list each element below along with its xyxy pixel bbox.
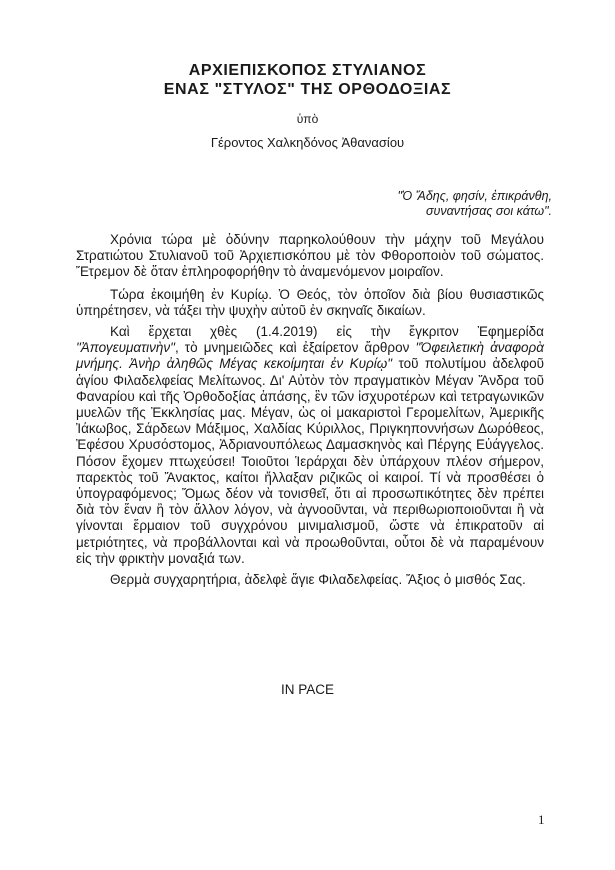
epigraph: [232, 189, 552, 219]
epigraph-line-2: συναντήσας σοι κάτω".: [426, 204, 552, 218]
epigraph-line-1: "Ὁ Ἅδης, φησίν, ἐπικράνθη,: [397, 189, 552, 203]
article-title: "Ὀφειλετικὴ ἀναφορὰ μνήμης. Ἀνὴρ ἀληθῶς Μέγας κεκοίμηται ἐν Κυρίῳ": [76, 340, 544, 372]
newspaper-name: "Ἀπογευματινὴν": [76, 340, 175, 356]
paragraph-2: Τώρα ἐκοιμήθη ἐν Κυρίῳ. Ὁ Θεός, τὸν ὁποῖον διὰ βίου θυσιαστικῶς ὑπηρέτησεν, νὰ τάξει τὴν ψυχὴν αὐτοῦ ἐν σκηναῖς δικαίων.: [76, 286, 544, 318]
paragraph-3-text-c: τοῦ πολυτίμου ἀδελφοῦ ἁγίου Φιλαδελφείας Μελίτωνος. Δι' Αὐτὸν τὸν πραγματικὸν Μέγαν Ἄνδρα τοῦ Φαναρίου καὶ τῆς Ὀρθοδοξίας ἁπάσης, ἓν τῶν ἰσχυροτέρων καὶ τετραγωνικῶν μυελῶν τῆς Ἐκκλησίας μας. Μέγαν, ὡς οἱ μακαριστοὶ Γερομελίτων, Ἀμερικῆς Ἰάκωβος, Σάρδεων Μάξιμος, Χαλδίας Κύριλλος, Πριγκηποννήσων Δωρόθεος, Ἐφέσου Χρυσόστομος, Ἀδριανουπόλεως Δαμασκηνὸς καὶ Πέργης Εὐάγγελος. Πόσον ἔχομεν πτωχεύσει! Τοιοῦτοι Ἱεράρχαι δὲν ὑπάρχουν πλέον σήμερον, παρεκτὸς τοῦ Ἄνακτος, καίτοι ἤλλαξαν ριζικῶς οἱ καιροί. Τί νὰ προσθέσει ὁ ὑπογραφόμενος; Ὅμως δέον νὰ τονισθεῖ, ὅτι αἱ προσωπικότητες δὲν πρέπει διὰ τὸν ἕναν ἢ τὸν ἄλλον λόγον, νὰ ἀγνοοῦνται, νὰ περιθωριοποιοῦνται ἢ νὰ γίνονται ἕρμαιον τοῦ συγχρόνου μινιμαλισμοῦ, ὥστε νὰ ἐπικρατοῦν αἱ μετριότητες, νὰ προβάλλονται καὶ νὰ προωθοῦνται, οὗτοι δὲ νὰ παραμένουν εἰς τὴν φρικτὴν μοναξιά των.: [76, 356, 544, 566]
title-line-2: ΕΝΑΣ "ΣΤΥΛΟΣ" ΤΗΣ ΟΡΘΟΔΟΞΙΑΣ: [163, 81, 452, 98]
closing-phrase: IN PACE: [280, 682, 334, 697]
author-line: Γέροντος Χαλκηδόνος Ἀθανασίου: [210, 135, 405, 150]
paragraph-3-text-a: Καὶ ἔρχεται χθὲς (1.4.2019) εἰς τὴν ἔγκριτον Ἐφημερίδα: [110, 324, 544, 340]
paragraph-1: Χρόνια τώρα μὲ ὀδύνην παρηκολούθουν τὴν μάχην τοῦ Μεγάλου Στρατιώτου Στυλιανοῦ τοῦ Ἀρχιεπισκόπου μὲ τὸν Φθοροποιὸν τοῦ σώματος. Ἔτρεμον δὲ ὅταν ἐπληροφορήθην τὸ ἀναμενόμενον μοιραῖον.: [76, 232, 544, 280]
title-line-1: ΑΡΧΙΕΠΙΣΚΟΠΟΣ ΣΤΥΛΙΑΝΟΣ: [188, 62, 427, 79]
page-number: 1: [538, 812, 545, 827]
paragraph-4: Θερμὰ συγχαρητήρια, ἀδελφὲ ἅγιε Φιλαδελφείας. Ἄξιος ὁ μισθός Σας.: [110, 572, 526, 588]
paragraph-3-text-b: , τὸ μνημειῶδες καὶ ἐξαίρετον ἄρθρον: [174, 340, 416, 356]
byline-preposition: ὑπὸ: [296, 112, 319, 126]
article-body: [76, 232, 544, 593]
paragraph-3: [76, 324, 544, 567]
